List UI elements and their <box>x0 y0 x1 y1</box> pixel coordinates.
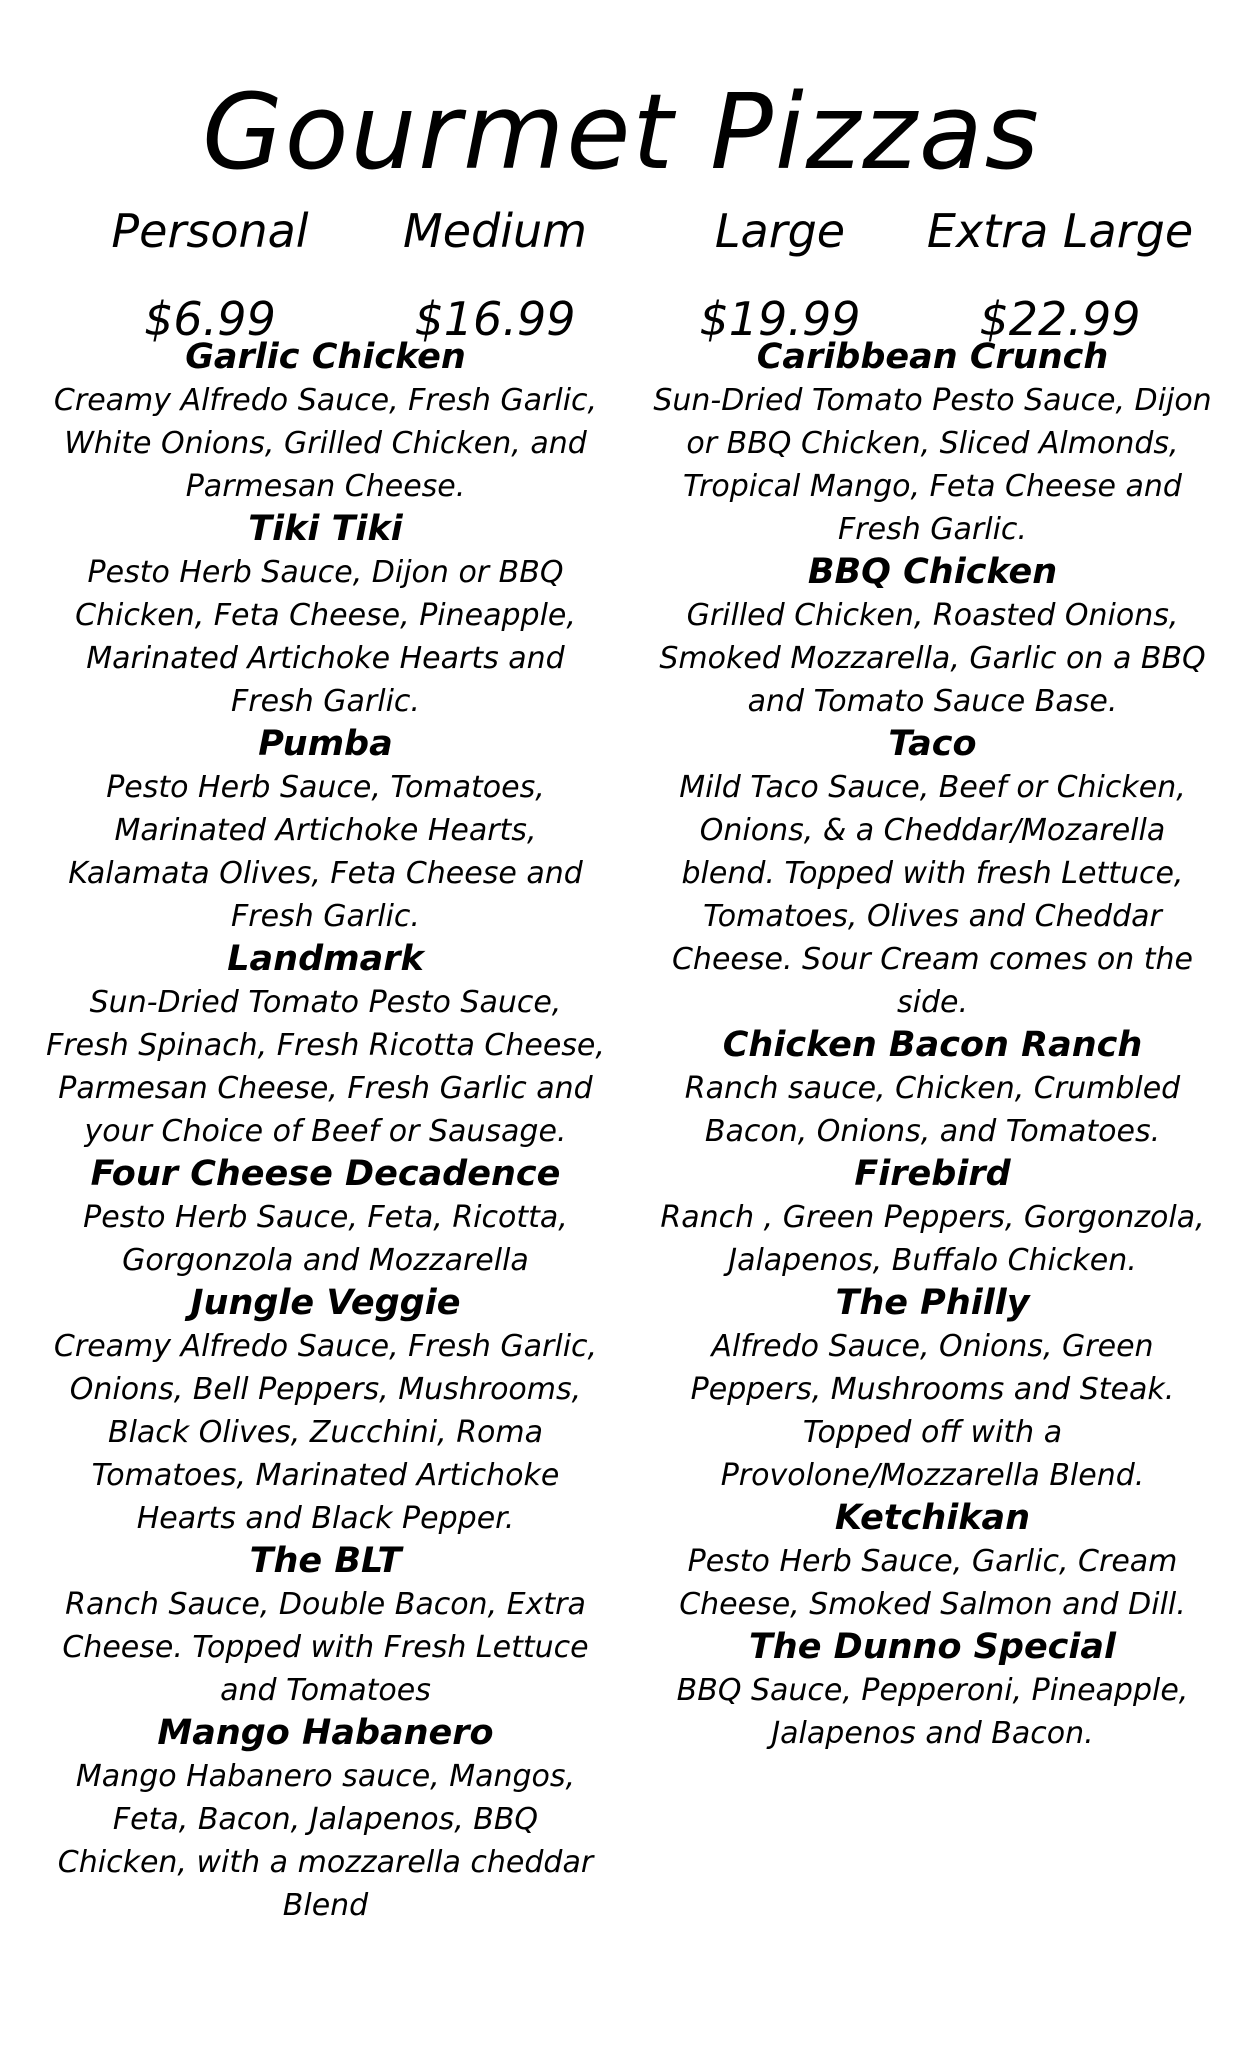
menu-item-description: Sun-Dried Tomato Pesto Sauce, Fresh Spinach, Fresh Ricotta Cheese, Parmesan Cheese, Fresh Garlic and your Choice of Beef or Sausage. <box>46 985 605 1149</box>
left-menu-column <box>38 336 613 1927</box>
menu-item <box>645 723 1220 1024</box>
menu-item-description: Grilled Chicken, Roasted Onions, Smoked Mozzarella, Garlic on a BBQ and Tomato Sauce Base. <box>659 598 1206 719</box>
menu-item <box>38 938 613 1153</box>
menu-item <box>645 1626 1220 1755</box>
menu-item <box>645 1153 1220 1282</box>
menu-item <box>38 508 613 723</box>
menu-item-description: Mango Habanero sauce, Mangos, Feta, Bacon, Jalapenos, BBQ Chicken, with a mozzarella cheddar Blend <box>57 1759 594 1923</box>
menu-item-description: Ranch sauce, Chicken, Crumbled Bacon, Onions, and Tomatoes. <box>684 1071 1181 1149</box>
menu-item-name: Landmark <box>227 939 424 979</box>
menu-item-name: The Dunno Special <box>748 1627 1117 1667</box>
menu-item <box>38 1282 613 1540</box>
menu-item <box>645 336 1220 551</box>
right-menu-column <box>645 336 1220 1755</box>
menu-item <box>38 723 613 938</box>
menu-item-description: Pesto Herb Sauce, Feta, Ricotta, Gorgonzola and Mozzarella <box>83 1200 568 1278</box>
menu-item-description: Creamy Alfredo Sauce, Fresh Garlic, Onions, Bell Peppers, Mushrooms, Black Olives, Zucchini, Roma Tomatoes, Marinated Artichoke Hearts and Black Pepper. <box>53 1329 598 1536</box>
menu-item-description: Pesto Herb Sauce, Tomatoes, Marinated Artichoke Hearts, Kalamata Olives, Feta Cheese and Fresh Garlic. <box>68 770 583 934</box>
size-price: $19.99 <box>699 292 861 346</box>
menu-item-name: Mango Habanero <box>157 1713 494 1753</box>
menu-item-name: Taco <box>888 724 977 764</box>
menu-item-name: Garlic Chicken <box>185 337 466 377</box>
size-label: Large <box>714 204 846 258</box>
menu-item-description: Ranch , Green Peppers, Gorgonzola, Jalapenos, Buffalo Chicken. <box>660 1200 1205 1278</box>
menu-item-name: BBQ Chicken <box>807 552 1058 592</box>
menu-item-name: Firebird <box>854 1154 1011 1194</box>
menu-item-description: BBQ Sauce, Pepperoni, Pineapple, Jalapenos and Bacon. <box>676 1673 1189 1751</box>
menu-item-name: The BLT <box>249 1541 402 1581</box>
menu-item <box>38 1712 613 1927</box>
page-title: Gourmet Pizzas <box>202 71 1041 193</box>
menu-item <box>38 336 613 508</box>
menu-item-name: Tiki Tiki <box>248 509 403 549</box>
size-personal <box>60 204 360 346</box>
size-price: $16.99 <box>414 292 576 346</box>
size-price: $22.99 <box>979 292 1141 346</box>
menu-item-name: Ketchikan <box>834 1498 1031 1538</box>
menu-item-description: Mild Taco Sauce, Beef or Chicken, Onions, & a Cheddar/Mozarella blend. Topped with fresh Lettuce, Tomatoes, Olives and Cheddar Cheese. Sour Cream comes on the side. <box>671 770 1194 1020</box>
menu-item <box>645 551 1220 723</box>
size-label: Extra Large <box>926 204 1194 258</box>
size-label: Medium <box>403 204 587 258</box>
size-extra-large <box>910 204 1210 346</box>
size-label: Personal <box>111 204 309 258</box>
menu-item <box>645 1282 1220 1497</box>
menu-item-description: Pesto Herb Sauce, Garlic, Cream Cheese, Smoked Salmon and Dill. <box>679 1544 1186 1622</box>
menu-item <box>645 1024 1220 1153</box>
menu-item-description: Pesto Herb Sauce, Dijon or BBQ Chicken, Feta Cheese, Pineapple, Marinated Artichoke Hearts and Fresh Garlic. <box>75 555 576 719</box>
size-large <box>630 204 930 346</box>
size-medium <box>345 204 645 346</box>
size-price: $6.99 <box>144 292 276 346</box>
menu-item-name: Pumba <box>258 724 393 764</box>
menu-item-description: Ranch Sauce, Double Bacon, Extra Cheese. Topped with Fresh Lettuce and Tomatoes <box>62 1587 589 1708</box>
menu-item <box>645 1497 1220 1626</box>
size-price-header <box>60 204 1210 346</box>
menu-item-name: Caribbean Crunch <box>756 337 1109 377</box>
menu-item-description: Creamy Alfredo Sauce, Fresh Garlic, White Onions, Grilled Chicken, and Parmesan Cheese. <box>53 383 598 504</box>
menu-item-name: Four Cheese Decadence <box>90 1154 561 1194</box>
menu-item-description: Alfredo Sauce, Onions, Green Peppers, Mushrooms and Steak. Topped off with a Provolone/Mozzarella Blend. <box>690 1329 1175 1493</box>
menu-item-description: Sun-Dried Tomato Pesto Sauce, Dijon or BBQ Chicken, Sliced Almonds, Tropical Mango, Feta Cheese and Fresh Garlic. <box>653 383 1212 547</box>
menu-item-name: Chicken Bacon Ranch <box>722 1025 1143 1065</box>
menu-item <box>38 1540 613 1712</box>
menu-item-name: The Philly <box>835 1283 1030 1323</box>
menu-item <box>38 1153 613 1282</box>
menu-item-name: Jungle Veggie <box>190 1283 461 1323</box>
